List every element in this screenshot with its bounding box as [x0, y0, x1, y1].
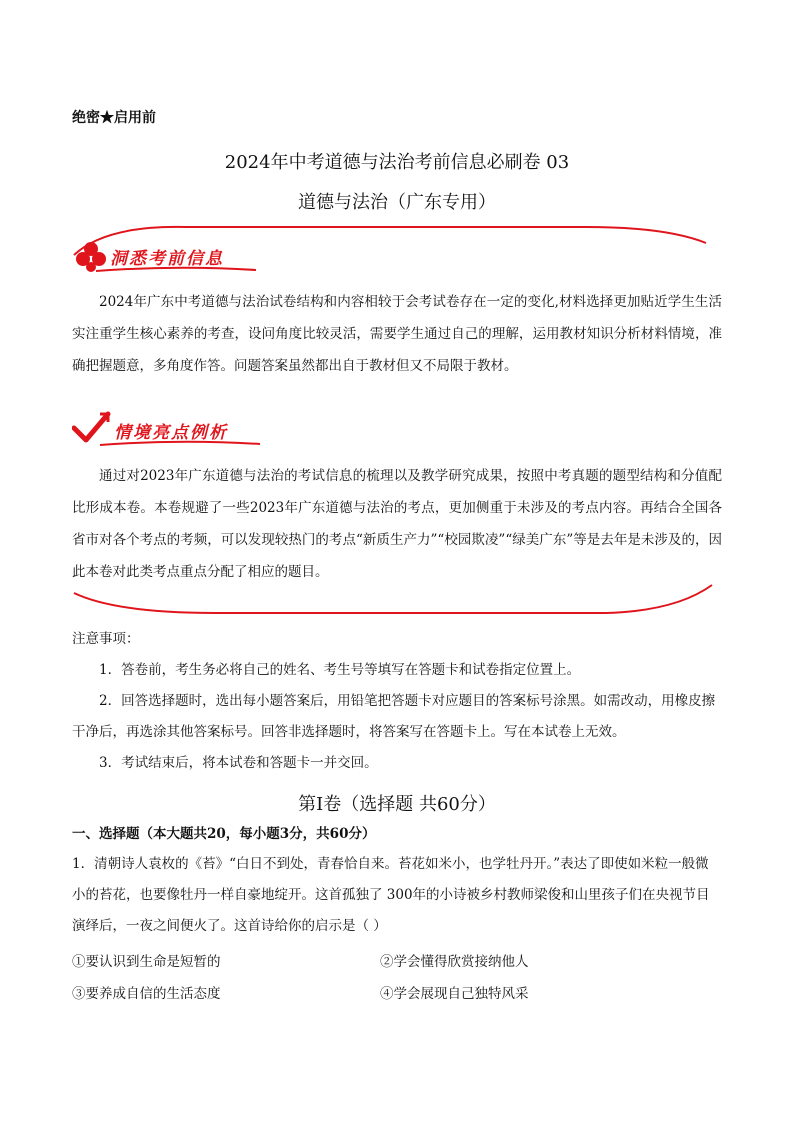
option-4: ④学会展现自己独特风采: [380, 986, 529, 1002]
note-item: 1．答卷前，考生务必将自己的姓名、考生号等填写在答题卡和试卷指定位置上。: [99, 662, 581, 678]
info-paragraph-text: 2024年广东中考道德与法治试卷结构和内容相较于会考试卷存在一定的变化,材料选择更加贴近学生生活实注重学生核心素养的考查，设问角度比较灵活，需要学生通过自己的理解，运用教材知识分析材料情境，准确把握题意，多角度作答。问题答案虽然都出自于教材但又不局限于教材。: [72, 294, 722, 374]
note-item: 3．考试结束后，将本试卷和答题卡一并交回。: [99, 755, 378, 771]
option-3: ③要养成自信的生活态度: [72, 986, 221, 1002]
heading-underline-2: [100, 439, 260, 449]
volume-title: 第Ⅰ卷（选择题 共60分）: [298, 794, 496, 815]
info-paragraph: [72, 286, 722, 382]
page-title: 2024年中考道德与法治考前信息必刷卷 03: [224, 152, 570, 173]
page-subtitle: 道德与法治（广东专用）: [298, 192, 496, 213]
question-1: [72, 849, 722, 942]
note-item: 2．回答选择题时，选出每小题答案后，用铅笔把答题卡对应题目的答案标号涂黑。如需改动，用橡皮擦干净后，再选涂其他答案标号。回答非选择题时，将答案写在答题卡上。写在本试卷上无效。: [72, 693, 716, 740]
confidential-label: 绝密★启用前: [72, 110, 156, 126]
highlight-heading: 情境亮点例析: [114, 423, 228, 443]
option-2: ②学会懂得欣赏接纳他人: [380, 954, 529, 970]
question-text: 1．清朝诗人袁枚的《苔》“白日不到处，青春恰自来。苔花如米小，也学牡丹开。”表达了即使如米粒一般微小的苔花，也要像牡丹一样自豪地绽开。这首孤独了 300年的小诗被乡村教师梁俊和山里孩子们在央视节目演绎后，一夜之间便火了。这首诗给你的启示是（ ）: [72, 856, 710, 934]
section-title: 一、选择题（本大题共20，每小题3分，共60分）: [72, 826, 376, 842]
notes-block: [72, 624, 722, 779]
highlight-paragraph-text: 通过对2023年广东道德与法治的考试信息的梳理以及教学研究成果，按照中考真题的题型结构和分值配比形成本卷。本卷规避了一些2023年广东道德与法治的考点，更加侧重于未涉及的考点内容。再结合全国各省市对各个考点的考频，可以发现较热门的考点“新质生产力”“校园欺凌”“绿美广东”等是去年是未涉及的，因此本卷对此类考点重点分配了相应的题目。: [72, 468, 722, 580]
info-heading: 洞悉考前信息: [110, 249, 224, 269]
option-1: ①要认识到生命是短暂的: [72, 954, 221, 970]
highlight-paragraph: [72, 460, 722, 588]
heading-underline: [96, 265, 256, 275]
notes-title: 注意事项：: [72, 631, 140, 647]
